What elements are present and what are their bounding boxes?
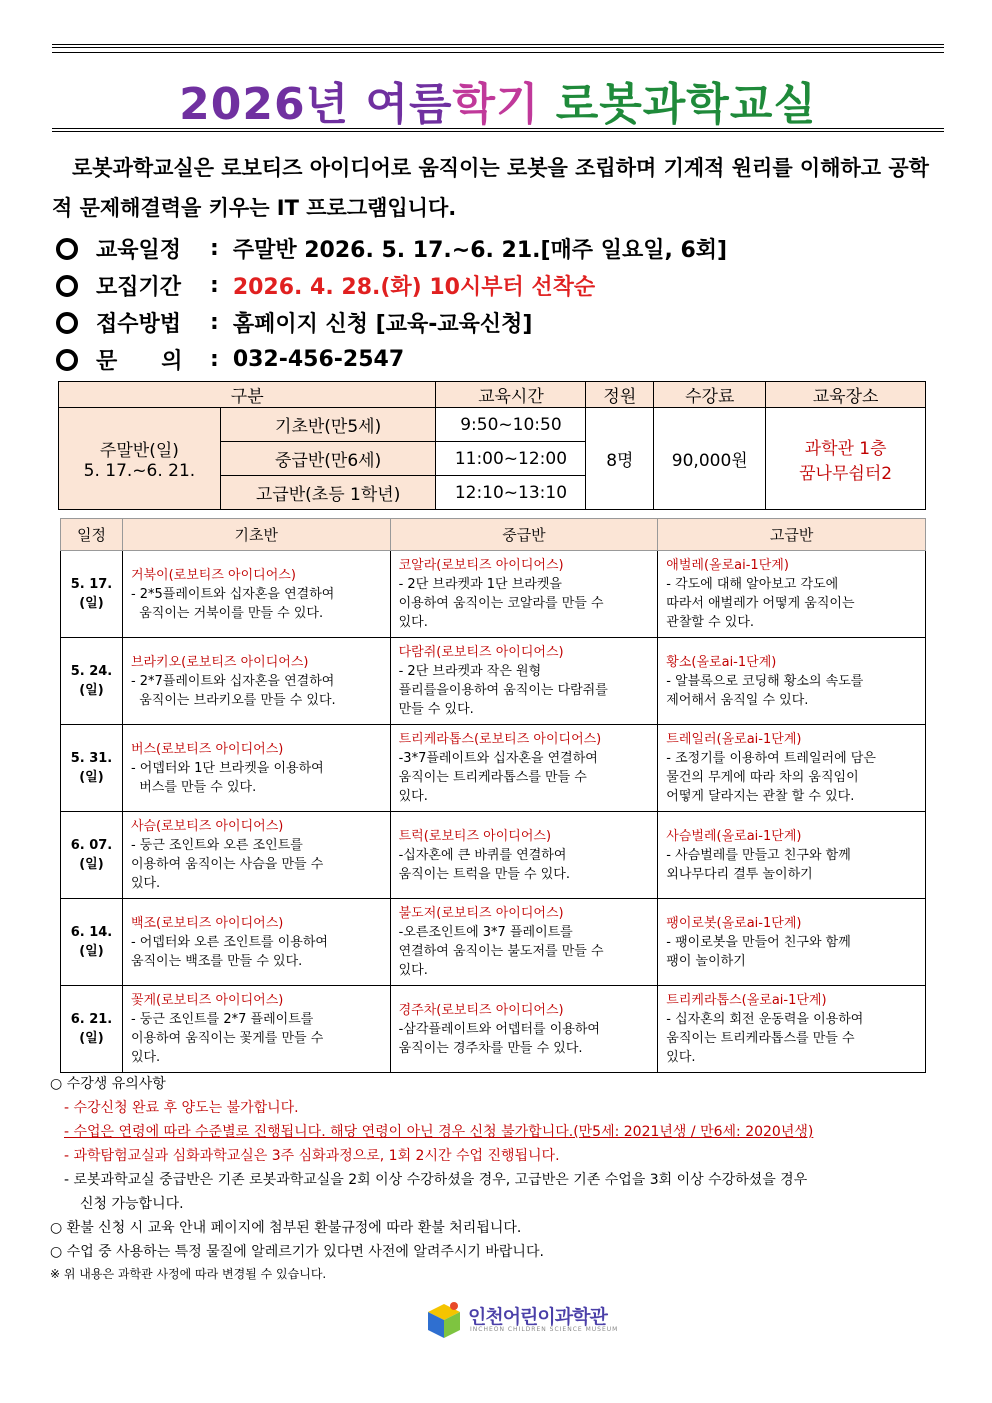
schedule-row <box>61 812 926 899</box>
intro-text: 로봇과학교실은 로보티즈 아이디어로 움직이는 로봇을 조립하며 기계적 원리를 이해하고 공학적 문제해결력을 키우는 IT 프로그램입니다. <box>52 156 929 220</box>
bullet-icon <box>56 349 78 371</box>
page-title: 2026년 여름학기 로봇과학교실 <box>179 79 817 130</box>
schedule-date: 6. 07. (일) <box>61 812 123 899</box>
group-cell: 주말반(일) 5. 17.~6. 21. <box>59 408 221 510</box>
place-cell: 과학관 1층 꿈나무쉼터2 <box>766 408 926 510</box>
schedule-date: 6. 14. (일) <box>61 899 123 986</box>
schedule-table: 일정 기초반 중급반 고급반 5. 17. (일) 거북이(로보티즈 아이디어스) - 2*5플레이트와 십자혼을 연결하여 움직이는 거북이를 만들 수 있다. 코알라(로보티즈 아이디어스) - 2단 브라켓과 1단 브라켓을 이용하여 움직이는 코알라를 만들 수 있다. 애벌레(올로ai-1단계) - 각도에 대해 알아보고 각도에 따라서 애벌레가 어떻게 움직이는 관찰할 수 있다. 5. 24. (일) 브라키오(로보티즈 아이디어스) - 2*7플레이트와 십자혼을 연결하여 움직이는 브라키오를 만들 수 있다. 다람쥐(로보티즈 아이디어스) - 2단 브라켓과 작은 원형 플리를을이용하여 움직이는 다람쥐를 만들 수 있다. 황소(올로ai-1단계) - 알블록으로 코딩해 황소의 속도를 제어해서 움직일 수 있다. 5. 31. (일) 버스(로보티즈 아이디어스) - 어뎁터와 1단 브라켓을 이용하여 버스를 만들 수 있다. 트리케라톱스(로보티즈 아이디어스) -3*7플레이트와 십자혼을 연결하여 움직이는 트리케라톱스를 만들 수 있다. 트레일러(올로ai-1단계) - 조정기를 이용하여 트레일러에 담은 물건의 무게에 따라 차의 움직임이 어떻게 달라지는 관찰 할 수 있다. 6. 07. (일) 사슴(로보티즈 아이디어스) - 둥근 조인트와 오른 조인트를 이용하여 움직이는 사슴을 만들 수 있다. 트럭(로보티즈 아이디어스) -십자혼에 큰 바퀴를 연결하여 움직이는 트럭을 만들 수 있다. 사슴벌레(올로ai-1단계) - 사슴벌레를 만들고 친구와 함께 외나무다리 결투 놀이하기 6. 14. (일) 백조(로보티즈 아이디어스) - 어뎁터와 오른 조인트를 이용하여 움직이는 백조를 만들 수 있다. 불도저(로보티즈 아이디어스) -오른조인트에 3*7 플레이트를 연결하여 움직이는 불도저를 만들 수 있다. 팽이로봇(올로ai-1단계) - 팽이로봇을 만들어 친구와 함께 팽이 놀이하기 6. 21. (일) 꽃게(로보티즈 아이디어스) - 둥근 조인트를 2*7 플레이트를 이용하여 움직이는 꽃게를 만들 수 있다. 경주차(로보티즈 아이디어스) -삼각플레이트와 어뎁터를 이용하여 움직이는 경주차를 만들 수 있다. 트리케라톱스(올로ai-1단계) - 십자혼의 회전 운동력을 이용하여 움직이는 트리케라톱스를 만들 수 있다. <box>60 518 926 1073</box>
info-contact: 문 의 : 032-456-2547 <box>56 341 936 378</box>
schedule-cell-basic: 백조(로보티즈 아이디어스) - 어뎁터와 오른 조인트를 이용하여 움직이는 백조를 만들 수 있다. <box>122 899 390 986</box>
schedule-cell-adv: 사슴벌레(올로ai-1단계) - 사슴벌레를 만들고 친구와 함께 외나무다리 결투 놀이하기 <box>658 812 926 899</box>
info-list <box>56 230 936 378</box>
title-banner <box>52 44 944 132</box>
schedule-date: 5. 24. (일) <box>61 638 123 725</box>
info-recruit-period: 모집기간 : 2026. 4. 28.(화) 10시부터 선착순 <box>56 267 936 304</box>
schedule-row <box>61 725 926 812</box>
info-apply-method: 접수방법 : 홈페이지 신청 [교육-교육신청] <box>56 304 936 341</box>
cube-logo-icon <box>424 1300 466 1340</box>
schedule-cell-basic: 버스(로보티즈 아이디어스) - 어뎁터와 1단 브라켓을 이용하여 버스를 만들 수 있다. <box>122 725 390 812</box>
schedule-cell-adv: 트레일러(올로ai-1단계) - 조정기를 이용하여 트레일러에 담은 물건의 무게에 따라 차의 움직임이 어떻게 달라지는 관찰 할 수 있다. <box>658 725 926 812</box>
schedule-cell-basic: 거북이(로보티즈 아이디어스) - 2*5플레이트와 십자혼을 연결하여 움직이는 거북이를 만들 수 있다. <box>122 551 390 638</box>
schedule-cell-mid: 다람쥐(로보티즈 아이디어스) - 2단 브라켓과 작은 원형 플리를을이용하여 움직이는 다람쥐를 만들 수 있다. <box>390 638 658 725</box>
schedule-date: 5. 17. (일) <box>61 551 123 638</box>
schedule-cell-basic: 꽃게(로보티즈 아이디어스) - 둥근 조인트를 2*7 플레이트를 이용하여 움직이는 꽃게를 만들 수 있다. <box>122 986 390 1073</box>
bullet-icon <box>56 238 78 260</box>
schedule-cell-mid: 코알라(로보티즈 아이디어스) - 2단 브라켓과 1단 브라켓을 이용하여 움직이는 코알라를 만들 수 있다. <box>390 551 658 638</box>
info-schedule: 교육일정 : 주말반 2026. 5. 17.~6. 21.[매주 일요일, 6회] <box>56 230 936 267</box>
schedule-cell-mid: 경주차(로보티즈 아이디어스) -삼각플레이트와 어뎁터를 이용하여 움직이는 경주차를 만들 수 있다. <box>390 986 658 1073</box>
schedule-cell-adv: 팽이로봇(올로ai-1단계) - 팽이로봇을 만들어 친구와 함께 팽이 놀이하기 <box>658 899 926 986</box>
schedule-cell-adv: 트리케라톱스(올로ai-1단계) - 십자혼의 회전 운동력을 이용하여 움직이는 트리케라톱스를 만들 수 있다. <box>658 986 926 1073</box>
schedule-row <box>61 551 926 638</box>
museum-logo: 인천어린이과학관 INCHEON CHILDREN SCIENCE MUSEUM <box>424 1296 624 1346</box>
schedule-cell-mid: 트럭(로보티즈 아이디어스) -십자혼에 큰 바퀴를 연결하여 움직이는 트럭을 만들 수 있다. <box>390 812 658 899</box>
schedule-row <box>61 899 926 986</box>
schedule-date: 6. 21. (일) <box>61 986 123 1073</box>
schedule-cell-basic: 브라키오(로보티즈 아이디어스) - 2*7플레이트와 십자혼을 연결하여 움직이는 브라키오를 만들 수 있다. <box>122 638 390 725</box>
schedule-row <box>61 986 926 1073</box>
schedule-cell-mid: 불도저(로보티즈 아이디어스) -오른조인트에 3*7 플레이트를 연결하여 움직이는 불도저를 만들 수 있다. <box>390 899 658 986</box>
overview-table: 구분 교육시간 정원 수강료 교육장소 주말반(일) 5. 17.~6. 21. 기초반(만5세) 9:50~10:50 8명 90,000원 과학관 1층 꿈나무쉼터2 중급반(만6세) 11:00~12:00 고급반(초등 1학년) 12:10~13:10 <box>58 381 926 510</box>
schedule-cell-adv: 황소(올로ai-1단계) - 알블록으로 코딩해 황소의 속도를 제어해서 움직일 수 있다. <box>658 638 926 725</box>
schedule-cell-adv: 애벌레(올로ai-1단계) - 각도에 대해 알아보고 각도에 따라서 애벌레가 어떻게 움직이는 관찰할 수 있다. <box>658 551 926 638</box>
notes: ○ 수강생 유의사항 - 수강신청 완료 후 양도는 불가합니다. - 수업은 연령에 따라 수준별로 진행됩니다. 해당 연령이 아닌 경우 신청 불가합니다.(만5세: 2021년생 / 만6세: 2020년생) - 과학탐험교실과 심화과학교실은 3주 심화과정으로, 1회 2시간 수업 진행됩니다. - 로봇과학교실 중급반은 기존 로봇과학교실을 2회 이상 수강하셨을 경우, 고급반은 기존 수업을 3회 이상 수강하셨을 경우 신청 가능합니다. ○ 환불 신청 시 교육 안내 페이지에 첨부된 환불규정에 따라 환불 처리됩니다. ○ 수업 중 사용하는 특정 물질에 알레르기가 있다면 사전에 알려주시기 바랍니다. ※ 위 내용은 과학관 사정에 따라 변경될 수 있습니다. <box>50 1076 814 1281</box>
schedule-row <box>61 638 926 725</box>
schedule-date: 5. 31. (일) <box>61 725 123 812</box>
schedule-cell-basic: 사슴(로보티즈 아이디어스) - 둥근 조인트와 오른 조인트를 이용하여 움직이는 사슴을 만들 수 있다. <box>122 812 390 899</box>
schedule-cell-mid: 트리케라톱스(로보티즈 아이디어스) -3*7플레이트와 십자혼을 연결하여 움직이는 트리케라톱스를 만들 수 있다. <box>390 725 658 812</box>
bullet-icon <box>56 312 78 334</box>
bullet-icon <box>56 275 78 297</box>
